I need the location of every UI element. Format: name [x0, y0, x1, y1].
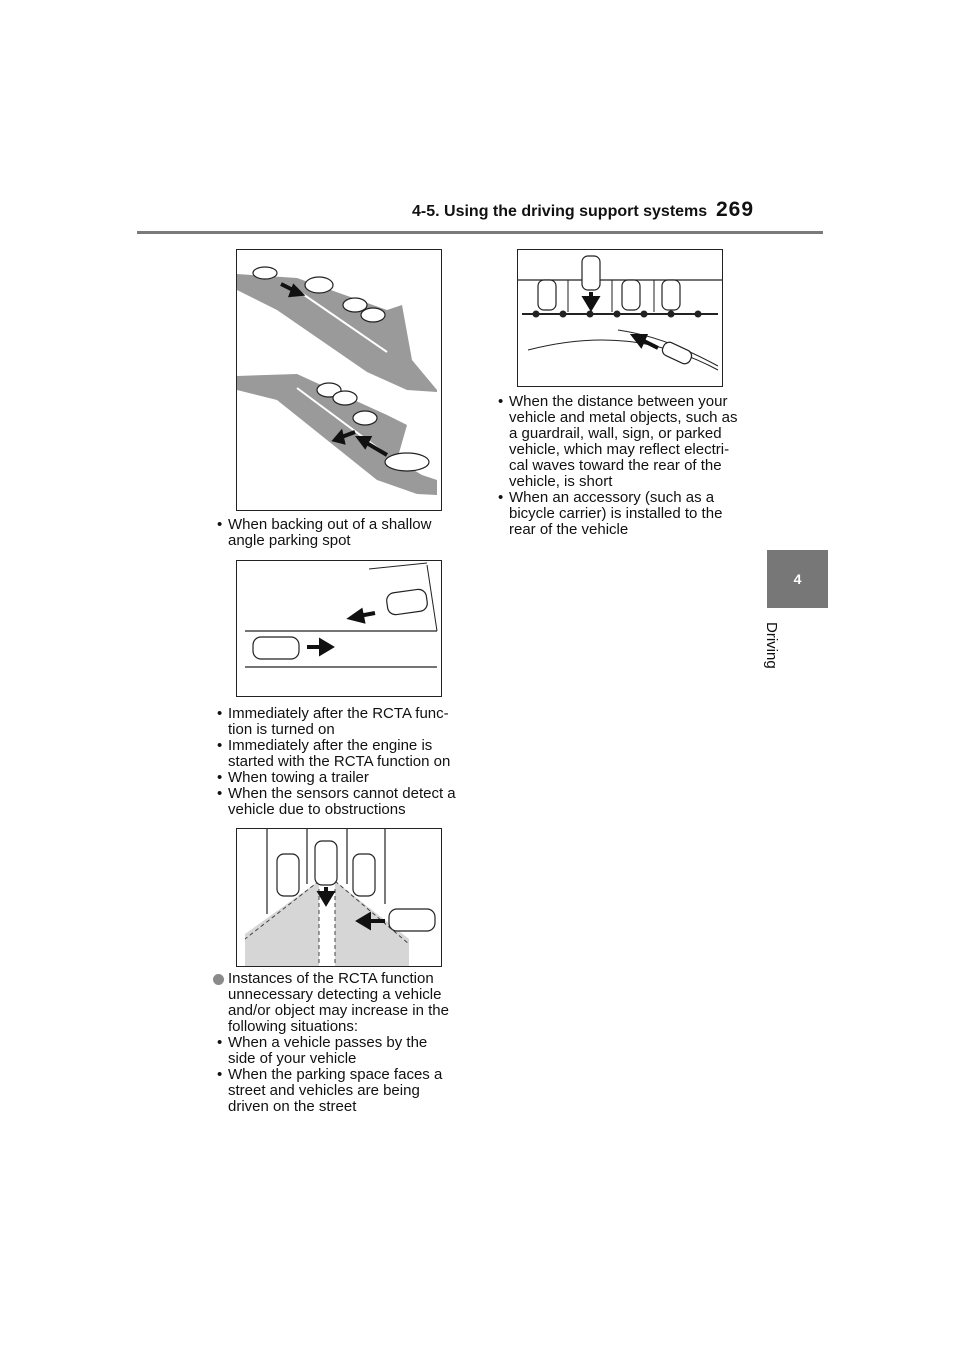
figure-sensor-obstruction: [236, 828, 442, 967]
text-block-right-1: [494, 394, 754, 538]
list-item: • When the parking space faces a: [213, 1067, 473, 1083]
list-item-continuation: vehicle, which may reflect electri-: [509, 441, 730, 458]
list-item: • When the distance between your: [494, 394, 754, 410]
text-line: unnecessary detecting a vehicle: [228, 986, 442, 1003]
circle-bullet-icon: [213, 974, 224, 985]
list-item-continuation: vehicle, is short: [509, 473, 613, 490]
list-item-continuation: started with the RCTA function on: [228, 753, 451, 770]
list-item: • When backing out of a shallow: [213, 517, 463, 533]
section-title: 4-5. Using the driving support systems: [412, 203, 708, 220]
chapter-number: 4: [793, 571, 802, 587]
text-block-left-3: [213, 971, 473, 1115]
list-item-continuation: side of your vehicle: [228, 1050, 357, 1067]
list-item-continuation: cal waves toward the rear of the: [509, 457, 722, 474]
figure-guardrail-reflection: [517, 249, 723, 387]
chapter-side-label: [762, 622, 786, 702]
list-item-continuation: a guardrail, wall, sign, or parked: [509, 425, 722, 442]
list-item-continuation: street and vehicles are being: [228, 1082, 420, 1099]
list-item-continuation: driven on the street: [228, 1098, 357, 1115]
text-block-left-2: [213, 706, 473, 818]
list-item-continuation: bicycle carrier) is installed to the: [509, 505, 723, 522]
list-item: • Immediately after the RCTA func-: [213, 706, 473, 722]
circle-bullet-item: Instances of the RCTA function: [213, 971, 473, 987]
list-item-continuation: vehicle due to obstructions: [228, 801, 406, 818]
list-item: • When the sensors cannot detect a: [213, 786, 473, 802]
list-item-continuation: rear of the vehicle: [509, 521, 629, 538]
list-item: • When a vehicle passes by the: [213, 1035, 473, 1051]
text-line: following situations:: [228, 1018, 359, 1035]
chapter-tab: [767, 550, 828, 608]
page-number: 269: [716, 198, 755, 221]
list-item: • When an accessory (such as a: [494, 490, 754, 506]
list-item-continuation: angle parking spot: [228, 532, 351, 549]
list-item: • When towing a trailer: [213, 770, 473, 786]
text-block-left-1: [213, 517, 463, 549]
chapter-label: Driving: [763, 622, 780, 669]
figure-shallow-angle-parking: [236, 249, 442, 511]
figure-rcta-turned-on: [236, 560, 442, 697]
list-item-continuation: vehicle and metal objects, such as: [509, 409, 738, 426]
list-item-continuation: tion is turned on: [228, 721, 335, 738]
header-divider: [137, 231, 823, 234]
text-line: and/or object may increase in the: [228, 1002, 449, 1019]
list-item: • Immediately after the engine is: [213, 738, 473, 754]
